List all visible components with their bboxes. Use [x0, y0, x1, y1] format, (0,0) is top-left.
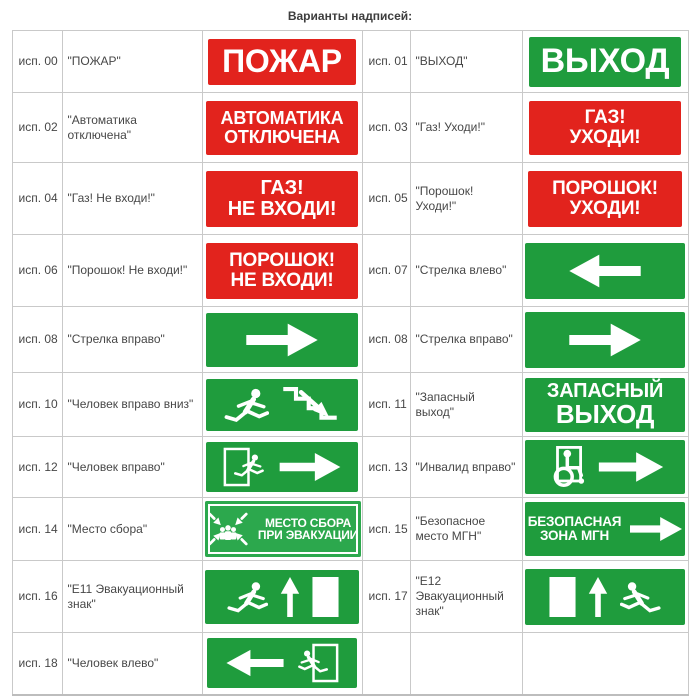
arrow-left-icon: [546, 251, 664, 291]
variants-table-body: [12, 31, 688, 695]
sign-board: [529, 37, 681, 87]
variant-sign-cell: [522, 93, 688, 163]
variant-label-cell: "Человек вправо": [62, 437, 202, 498]
variant-code-cell: исп. 17: [362, 561, 410, 633]
variant-label-cell: [410, 633, 522, 695]
variants-table: [12, 30, 689, 696]
variant-sign-cell: [202, 373, 362, 437]
variant-code-cell: исп. 12: [12, 437, 62, 498]
variant-sign-cell: [202, 633, 362, 695]
wheelchair-door-icon: [547, 446, 589, 488]
exit-man-door-icon: [223, 447, 269, 487]
table-row: [12, 561, 688, 633]
variant-code-cell: исп. 18: [12, 633, 62, 695]
variant-label-cell: "Порошок! Не входи!": [62, 235, 202, 307]
table-row: [12, 307, 688, 373]
sign-board: [525, 569, 685, 625]
running-man-icon: [223, 386, 269, 424]
variant-label-cell: "Стрелка влево": [410, 235, 522, 307]
sign-text: ПОРОШОК! УХОДИ!: [552, 177, 658, 219]
arrow-right-icon: [546, 320, 664, 360]
sign-text: БЕЗОПАСНАЯ ЗОНА МГН: [527, 513, 622, 543]
sign-text: МЕСТО СБОРА ПРИ ЭВАКУАЦИИ: [257, 515, 359, 542]
door-icon: [549, 577, 576, 617]
variant-code-cell: исп. 08: [12, 307, 62, 373]
variant-code-cell: исп. 05: [362, 163, 410, 235]
sign-board: [206, 313, 358, 367]
sign-text: ПОРОШОК! НЕ ВХОДИ!: [229, 249, 335, 291]
variant-label-cell: "Порошок! Уходи!": [410, 163, 522, 235]
page-title: Варианты надписей:: [287, 9, 413, 23]
variant-sign-cell: [522, 498, 688, 561]
arrow-up-icon: [585, 577, 611, 617]
variant-label-cell: "Е12 Эвакуационный знак": [410, 561, 522, 633]
arrow-up-icon: [277, 577, 303, 617]
sign-text: ГАЗ! НЕ ВХОДИ!: [227, 176, 337, 220]
sign-board: [205, 570, 359, 624]
variant-sign-cell: [522, 633, 688, 695]
variant-label-cell: "Человек вправо вниз": [62, 373, 202, 437]
variant-code-cell: исп. 08: [362, 307, 410, 373]
variant-sign-cell: [522, 561, 688, 633]
variant-code-cell: исп. 14: [12, 498, 62, 561]
sign-board: [529, 101, 681, 155]
variant-code-cell: исп. 04: [12, 163, 62, 235]
variant-sign-cell: [202, 235, 362, 307]
variant-label-cell: "Инвалид вправо": [410, 437, 522, 498]
variant-label-cell: "Стрелка вправо": [410, 307, 522, 373]
variant-sign-cell: [202, 561, 362, 633]
exit-man-door-left-icon: [293, 643, 339, 683]
door-icon: [312, 577, 339, 617]
sign-board: [206, 243, 358, 299]
table-row: [12, 163, 688, 235]
variant-label-cell: "Человек влево": [62, 633, 202, 695]
variant-sign-cell: [522, 307, 688, 373]
variant-label-cell: "ПОЖАР": [62, 31, 202, 93]
sign-board: [528, 171, 682, 227]
sign-board: [208, 39, 356, 85]
variant-sign-cell: [202, 31, 362, 93]
variant-code-cell: исп. 16: [12, 561, 62, 633]
sign-board: [206, 101, 358, 155]
variant-code-cell: исп. 13: [362, 437, 410, 498]
variant-label-cell: "Е11 Эвакуационный знак": [62, 561, 202, 633]
variant-label-cell: "ВЫХОД": [410, 31, 522, 93]
sign-board: [525, 440, 685, 494]
stairs-down-icon: [278, 384, 342, 426]
sign-text: ПОЖАР: [222, 42, 342, 79]
variant-code-cell: исп. 10: [12, 373, 62, 437]
sign-text: АВТОМАТИКА ОТКЛЮЧЕНА: [220, 107, 344, 147]
variant-code-cell: исп. 15: [362, 498, 410, 561]
sign-board: [206, 442, 358, 492]
variant-label-cell: "Запасный выход": [410, 373, 522, 437]
variant-code-cell: исп. 02: [12, 93, 62, 163]
table-row: [12, 498, 688, 561]
sign-board: [525, 378, 685, 432]
variant-label-cell: "Стрелка вправо": [62, 307, 202, 373]
variant-label-cell: "Безопасное место МГН": [410, 498, 522, 561]
sign-text: ГАЗ! УХОДИ!: [569, 106, 641, 148]
variant-code-cell: исп. 01: [362, 31, 410, 93]
variant-sign-cell: [202, 93, 362, 163]
arrow-right-icon: [226, 320, 338, 360]
variant-label-cell: "Автоматика отключена": [62, 93, 202, 163]
sign-text: ВЫХОД: [540, 41, 670, 80]
arrow-left-icon: [226, 647, 284, 679]
variant-code-cell: исп. 00: [12, 31, 62, 93]
sign-text: ЗАПАСНЫЙ ВЫХОД: [546, 379, 664, 430]
table-row: [12, 235, 688, 307]
variant-code-cell: исп. 06: [12, 235, 62, 307]
variant-sign-cell: [202, 498, 362, 561]
sign-board: [207, 638, 357, 688]
variant-label-cell: "Газ! Уходи!": [410, 93, 522, 163]
sign-board: [206, 379, 358, 431]
variant-sign-cell: [202, 307, 362, 373]
sign-board: [206, 171, 358, 227]
table-row: [12, 373, 688, 437]
variant-sign-cell: [522, 235, 688, 307]
table-row: [12, 437, 688, 498]
variant-sign-cell: [522, 31, 688, 93]
arrow-right-icon: [598, 449, 664, 485]
sign-board: [205, 501, 361, 557]
table-row: [12, 31, 688, 93]
variant-code-cell: [362, 633, 410, 695]
sign-board: [525, 243, 685, 299]
variant-sign-cell: [522, 163, 688, 235]
variant-code-cell: исп. 03: [362, 93, 410, 163]
variant-sign-cell: [202, 163, 362, 235]
variant-sign-cell: [522, 373, 688, 437]
variant-sign-cell: [202, 437, 362, 498]
variant-code-cell: исп. 07: [362, 235, 410, 307]
running-man-icon: [226, 579, 268, 615]
variant-code-cell: исп. 11: [362, 373, 410, 437]
assembly-point-icon: [207, 510, 249, 548]
sign-board: [525, 502, 685, 556]
arrow-right-icon: [630, 512, 682, 546]
sign-board: [525, 312, 685, 368]
variant-sign-cell: [522, 437, 688, 498]
running-man-left-icon: [620, 579, 662, 615]
arrow-right-icon: [278, 450, 342, 484]
variant-label-cell: "Место сбора": [62, 498, 202, 561]
table-row: [12, 633, 688, 695]
variant-label-cell: "Газ! Не входи!": [62, 163, 202, 235]
table-row: [12, 93, 688, 163]
